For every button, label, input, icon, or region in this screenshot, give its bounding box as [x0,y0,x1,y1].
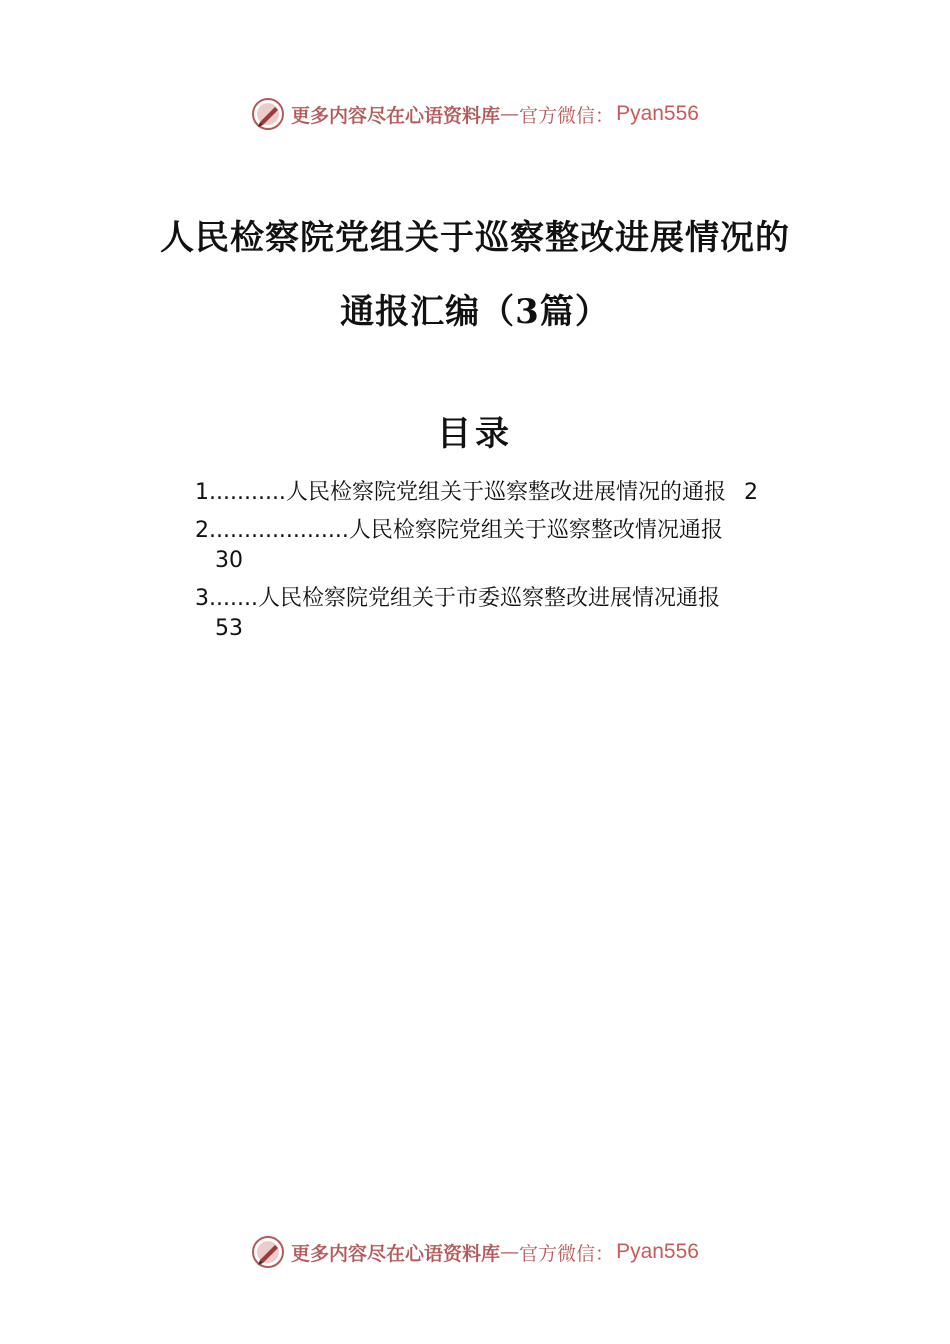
toc-entry-page: 53 [215,616,243,641]
toc-entry-label: 人民检察院党组关于市委巡察整改进展情况通报 [257,586,720,611]
toc-entry-number: 3 [195,586,209,611]
toc-entry-number: 2 [195,518,209,543]
banner-wechat-label: 官方微信： [519,1242,615,1265]
pen-seal-logo-icon [251,1235,285,1269]
toc-entry-leader: ....... [209,586,258,611]
toc-entry-leader: .................... [209,518,349,543]
pen-seal-logo-icon [251,97,285,131]
toc-entry-page: 30 [215,548,243,573]
table-of-contents [195,478,845,652]
document-title-line2: 通报汇编（3篇） [340,292,610,332]
banner-wechat-label: 官方微信： [519,104,615,127]
toc-entry-page: 2 [743,480,758,505]
toc-entry-2[interactable] [195,516,845,576]
toc-entry-3[interactable] [195,584,845,644]
toc-entry-number: 1 [195,480,209,505]
toc-entry-leader: ........... [209,480,286,505]
banner-dash: — [500,103,520,125]
toc-entry-1[interactable] [195,478,845,508]
toc-heading: 目录 [437,414,513,454]
document-title-line1: 人民检察院党组关于巡察整改进展情况的 [160,218,790,258]
banner-text: 更多内容尽在心语资料库 [291,1242,501,1265]
footer-banner [0,1232,950,1272]
banner-wechat-id: Pyan556 [616,102,699,125]
toc-entry-label: 人民检察院党组关于巡察整改情况通报 [348,518,723,543]
banner-text: 更多内容尽在心语资料库 [291,104,501,127]
banner-wechat-id: Pyan556 [616,1240,699,1263]
header-banner [0,94,950,134]
banner-dash: — [500,1241,520,1263]
toc-entry-label: 人民检察院党组关于巡察整改进展情况的通报 [285,480,726,505]
